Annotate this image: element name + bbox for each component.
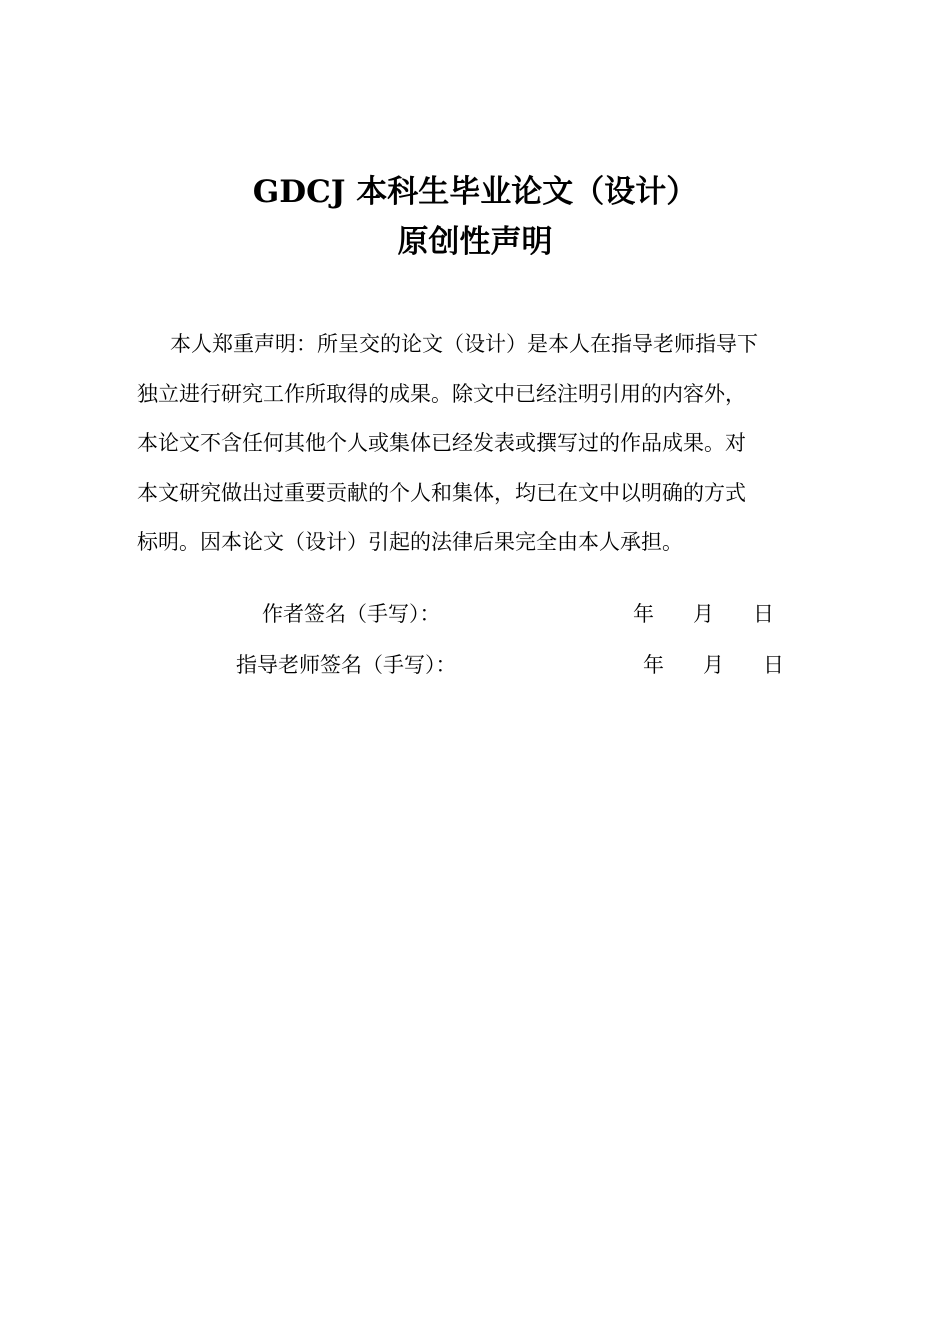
advisor-date-day: 日 [763,653,784,677]
page-subtitle: 原创性声明 [397,224,553,260]
declaration-line: 本文研究做出过重要贡献的个人和集体，均已在文中以明确的方式 [137,480,746,505]
advisor-signature-label: 指导老师签名（手写）： [236,653,457,677]
author-date-year: 年 [633,602,654,626]
declaration-paragraph [137,320,847,568]
declaration-line: 本人郑重声明：所呈交的论文（设计）是本人在指导老师指导下 [170,332,758,356]
author-date-month: 月 [693,602,714,626]
declaration-line: 独立进行研究工作所取得的成果。除文中已经注明引用的内容外， [137,381,746,406]
advisor-signature-row [0,650,950,680]
author-signature-label: 作者签名（手写）： [262,602,441,626]
declaration-line: 标明。因本论文（设计）引起的法律后果完全由本人承担。 [137,530,683,554]
author-date-day: 日 [753,602,774,626]
author-signature-row [0,599,950,629]
declaration-line: 本论文不含任何其他个人或集体已经发表或撰写过的作品成果。对 [137,431,746,455]
advisor-date-month: 月 [703,653,724,677]
page-title: GDCJ 本科生毕业论文（设计） [252,174,698,210]
advisor-date-year: 年 [643,653,664,677]
